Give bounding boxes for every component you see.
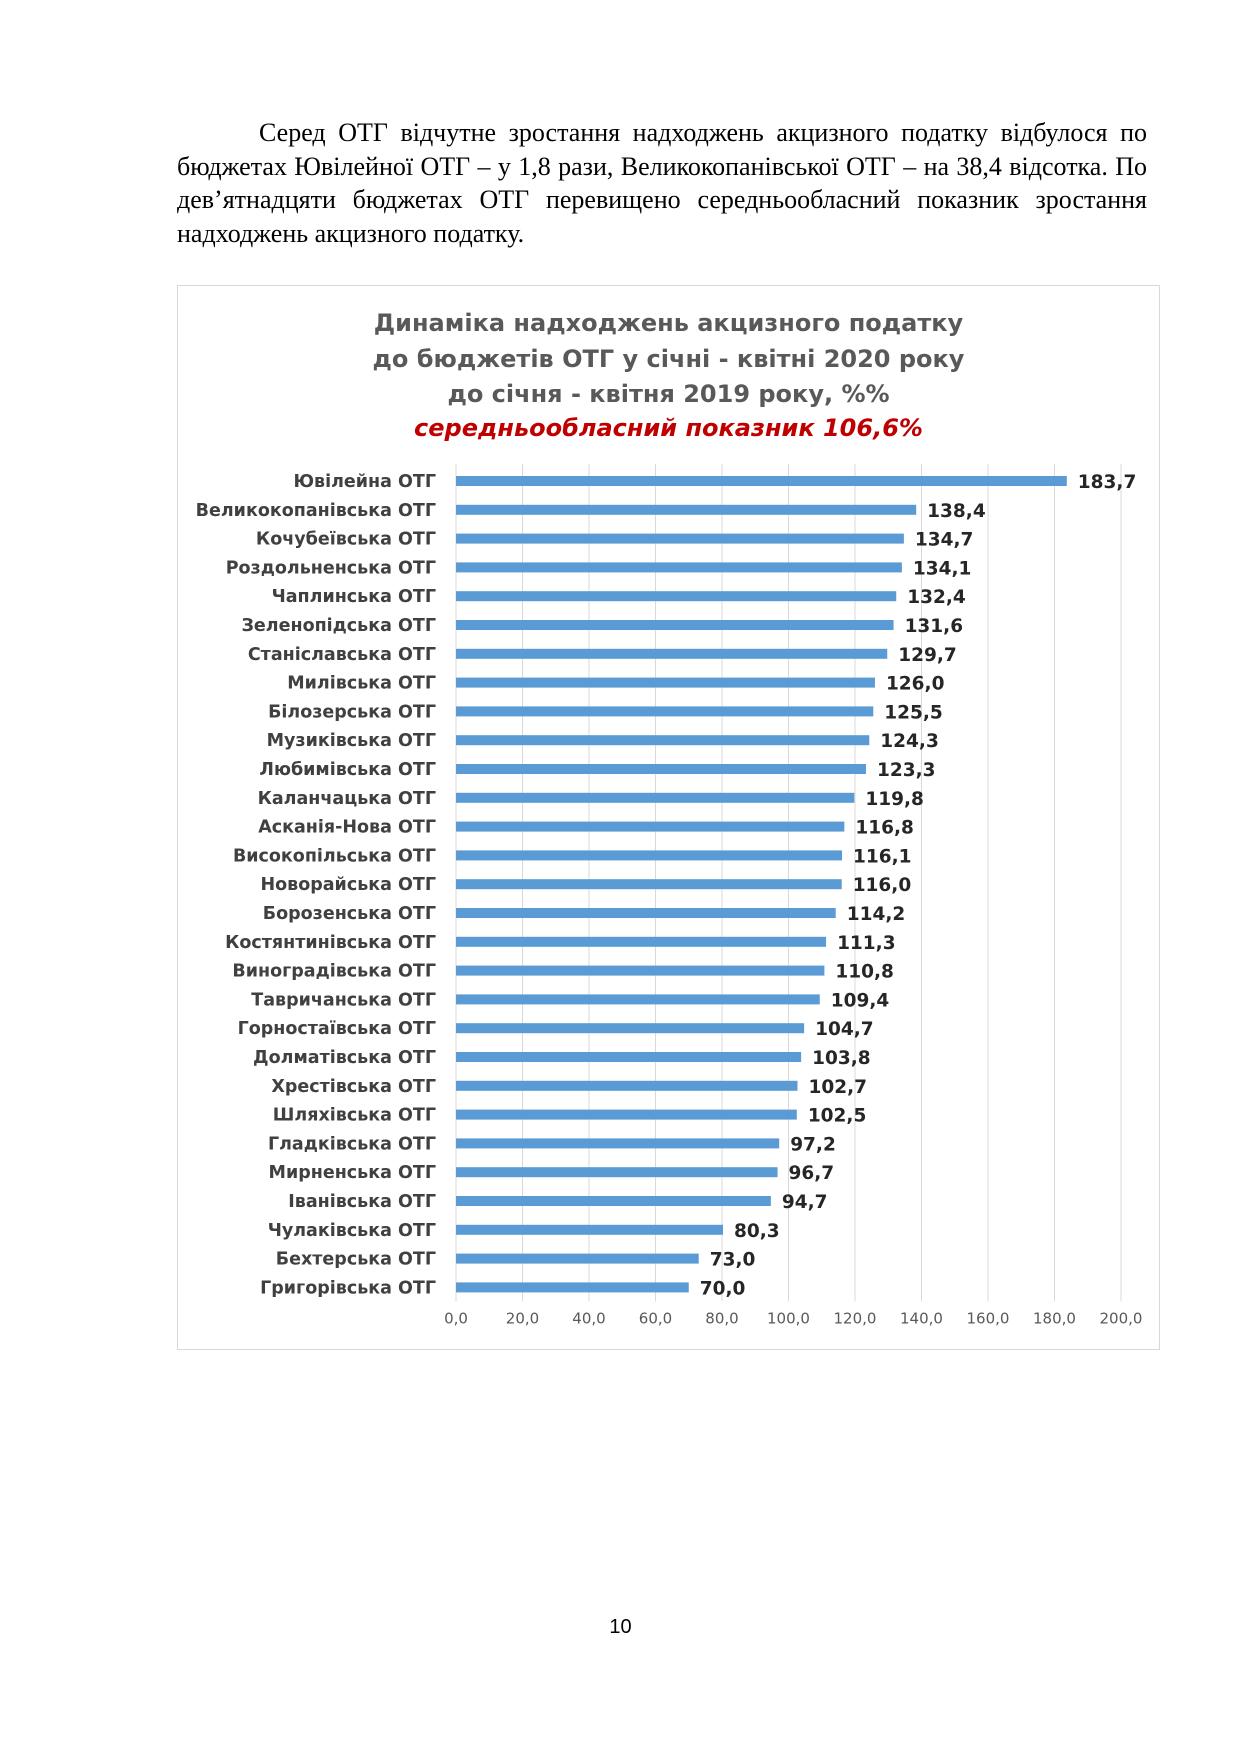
value-label: 116,0 — [852, 875, 912, 897]
bar — [456, 908, 836, 918]
bar — [456, 1167, 778, 1177]
value-label: 134,7 — [914, 529, 974, 551]
x-tick-label: 180,0 — [1033, 1309, 1076, 1328]
value-label: 183,7 — [1077, 472, 1137, 493]
value-label: 102,5 — [807, 1105, 867, 1127]
value-label: 109,4 — [830, 990, 890, 1012]
value-label: 116,8 — [855, 817, 914, 839]
category-label: Іванівська ОТГ — [288, 1192, 436, 1212]
value-label: 138,4 — [927, 500, 986, 522]
intro-paragraph: Серед ОТГ відчутне зростання надходжень акцизного податку відбулося по бюджетах Ювілейної ОТГ – у 1,8 рази, Великокопанівської ОТГ – на 38,4 відсотка. По дев’ятнадцяти бюджетах ОТГ перевищено середньообласний показник зростання надходжень акцизного податку. — [177, 118, 1147, 248]
bar — [456, 1225, 723, 1235]
value-label: 114,2 — [846, 904, 906, 925]
chart-container — [177, 285, 1160, 1350]
category-label: Чаплинська ОТГ — [271, 587, 436, 608]
x-tick-label: 40,0 — [572, 1309, 606, 1328]
value-label: 73,0 — [709, 1249, 756, 1271]
chart-title-line: до січня - квітня 2019 року, %% — [447, 380, 890, 408]
value-label: 97,2 — [790, 1134, 836, 1156]
value-label: 111,3 — [837, 932, 896, 954]
bar-chart — [178, 286, 1161, 1351]
category-label: Тавричанська ОТГ — [251, 990, 436, 1011]
value-label: 80,3 — [733, 1220, 780, 1242]
category-label: Асканія-Нова ОТГ — [258, 817, 436, 838]
bar — [456, 1138, 779, 1148]
value-label: 126,0 — [885, 673, 945, 695]
category-label: Виноградівська ОТГ — [232, 961, 436, 982]
category-label: Чулаківська ОТГ — [267, 1220, 436, 1241]
bar — [456, 822, 844, 832]
bar — [456, 1196, 771, 1206]
bar — [456, 793, 854, 803]
bar — [456, 591, 896, 601]
value-label: 124,3 — [880, 731, 939, 753]
bar — [456, 649, 887, 659]
category-label: Музиківська ОТГ — [266, 731, 436, 752]
value-label: 102,7 — [808, 1076, 868, 1098]
x-tick-label: 200,0 — [1099, 1309, 1143, 1328]
chart-subtitle: середньообласний показник 106,6% — [414, 414, 923, 442]
x-tick-label: 160,0 — [966, 1309, 1010, 1328]
x-tick-label: 60,0 — [638, 1309, 673, 1328]
value-label: 96,7 — [788, 1163, 835, 1185]
category-label: Бехтерська ОТГ — [275, 1249, 436, 1270]
bar — [456, 534, 904, 544]
category-label: Долматівська ОТГ — [253, 1048, 436, 1068]
value-label: 104,7 — [815, 1019, 874, 1041]
value-label: 119,8 — [865, 788, 924, 810]
value-label: 134,1 — [912, 558, 972, 580]
category-label: Білозерська ОТГ — [268, 702, 436, 723]
bar — [456, 966, 824, 976]
bar — [456, 735, 869, 745]
bar — [456, 1023, 804, 1033]
category-label: Хрестівська ОТГ — [271, 1076, 436, 1097]
category-label: Новорайська ОТГ — [260, 875, 436, 896]
category-label: Милівська ОТГ — [287, 673, 436, 694]
category-label: Григорівська ОТГ — [260, 1278, 436, 1299]
bar — [456, 1081, 797, 1091]
chart-title-line: до бюджетів ОТГ у січні - квітні 2020 року — [372, 344, 965, 373]
chart-title-line: Динаміка надходжень акцизного податку — [373, 309, 964, 337]
category-label: Гладківська ОТГ — [267, 1134, 436, 1155]
category-label: Станіславська ОТГ — [247, 644, 436, 665]
category-label: Роздольненська ОТГ — [225, 558, 436, 579]
category-label: Зеленопідська ОТГ — [241, 616, 436, 636]
value-label: 70,0 — [699, 1278, 746, 1300]
category-label: Каланчацька ОТГ — [257, 788, 436, 809]
x-tick-label: 20,0 — [505, 1309, 540, 1328]
bar — [456, 764, 866, 774]
category-label: Любимівська ОТГ — [259, 760, 436, 780]
bar — [456, 850, 842, 860]
bar — [456, 879, 842, 889]
page-number: 10 — [609, 1616, 632, 1638]
value-label: 125,5 — [884, 702, 943, 724]
bar — [456, 994, 820, 1004]
category-label: Ювілейна ОТГ — [293, 472, 436, 492]
bar — [456, 706, 873, 716]
bar — [456, 1110, 797, 1120]
category-label: Горностаївська ОТГ — [237, 1019, 436, 1040]
category-label: Мирненська ОТГ — [268, 1163, 436, 1184]
x-tick-label: 140,0 — [900, 1309, 943, 1328]
value-label: 116,1 — [853, 846, 912, 868]
category-label: Високопільська ОТГ — [232, 846, 436, 867]
bar — [456, 562, 902, 572]
bar — [456, 678, 875, 688]
bar — [456, 937, 826, 947]
category-label: Кочубеївська ОТГ — [255, 529, 436, 550]
bar — [456, 1282, 689, 1292]
x-tick-label: 0,0 — [444, 1309, 468, 1328]
bar — [456, 620, 894, 630]
value-label: 129,7 — [898, 644, 957, 666]
value-label: 94,7 — [781, 1192, 828, 1213]
bar — [456, 476, 1067, 486]
category-label: Великокопанівська ОТГ — [195, 500, 436, 521]
x-tick-label: 100,0 — [767, 1309, 810, 1328]
value-label: 123,3 — [876, 760, 936, 781]
x-tick-label: 120,0 — [833, 1309, 877, 1328]
value-label: 110,8 — [835, 961, 894, 983]
category-label: Борозенська ОТГ — [262, 904, 436, 924]
bar — [456, 1254, 699, 1264]
value-label: 132,4 — [907, 587, 966, 609]
value-label: 103,8 — [812, 1048, 871, 1069]
x-tick-label: 80,0 — [705, 1309, 739, 1328]
category-label: Шляхівська ОТГ — [272, 1105, 436, 1126]
bar — [456, 505, 916, 515]
category-label: Костянтинівська ОТГ — [225, 932, 436, 953]
value-label: 131,6 — [904, 616, 964, 637]
bar — [456, 1052, 801, 1062]
